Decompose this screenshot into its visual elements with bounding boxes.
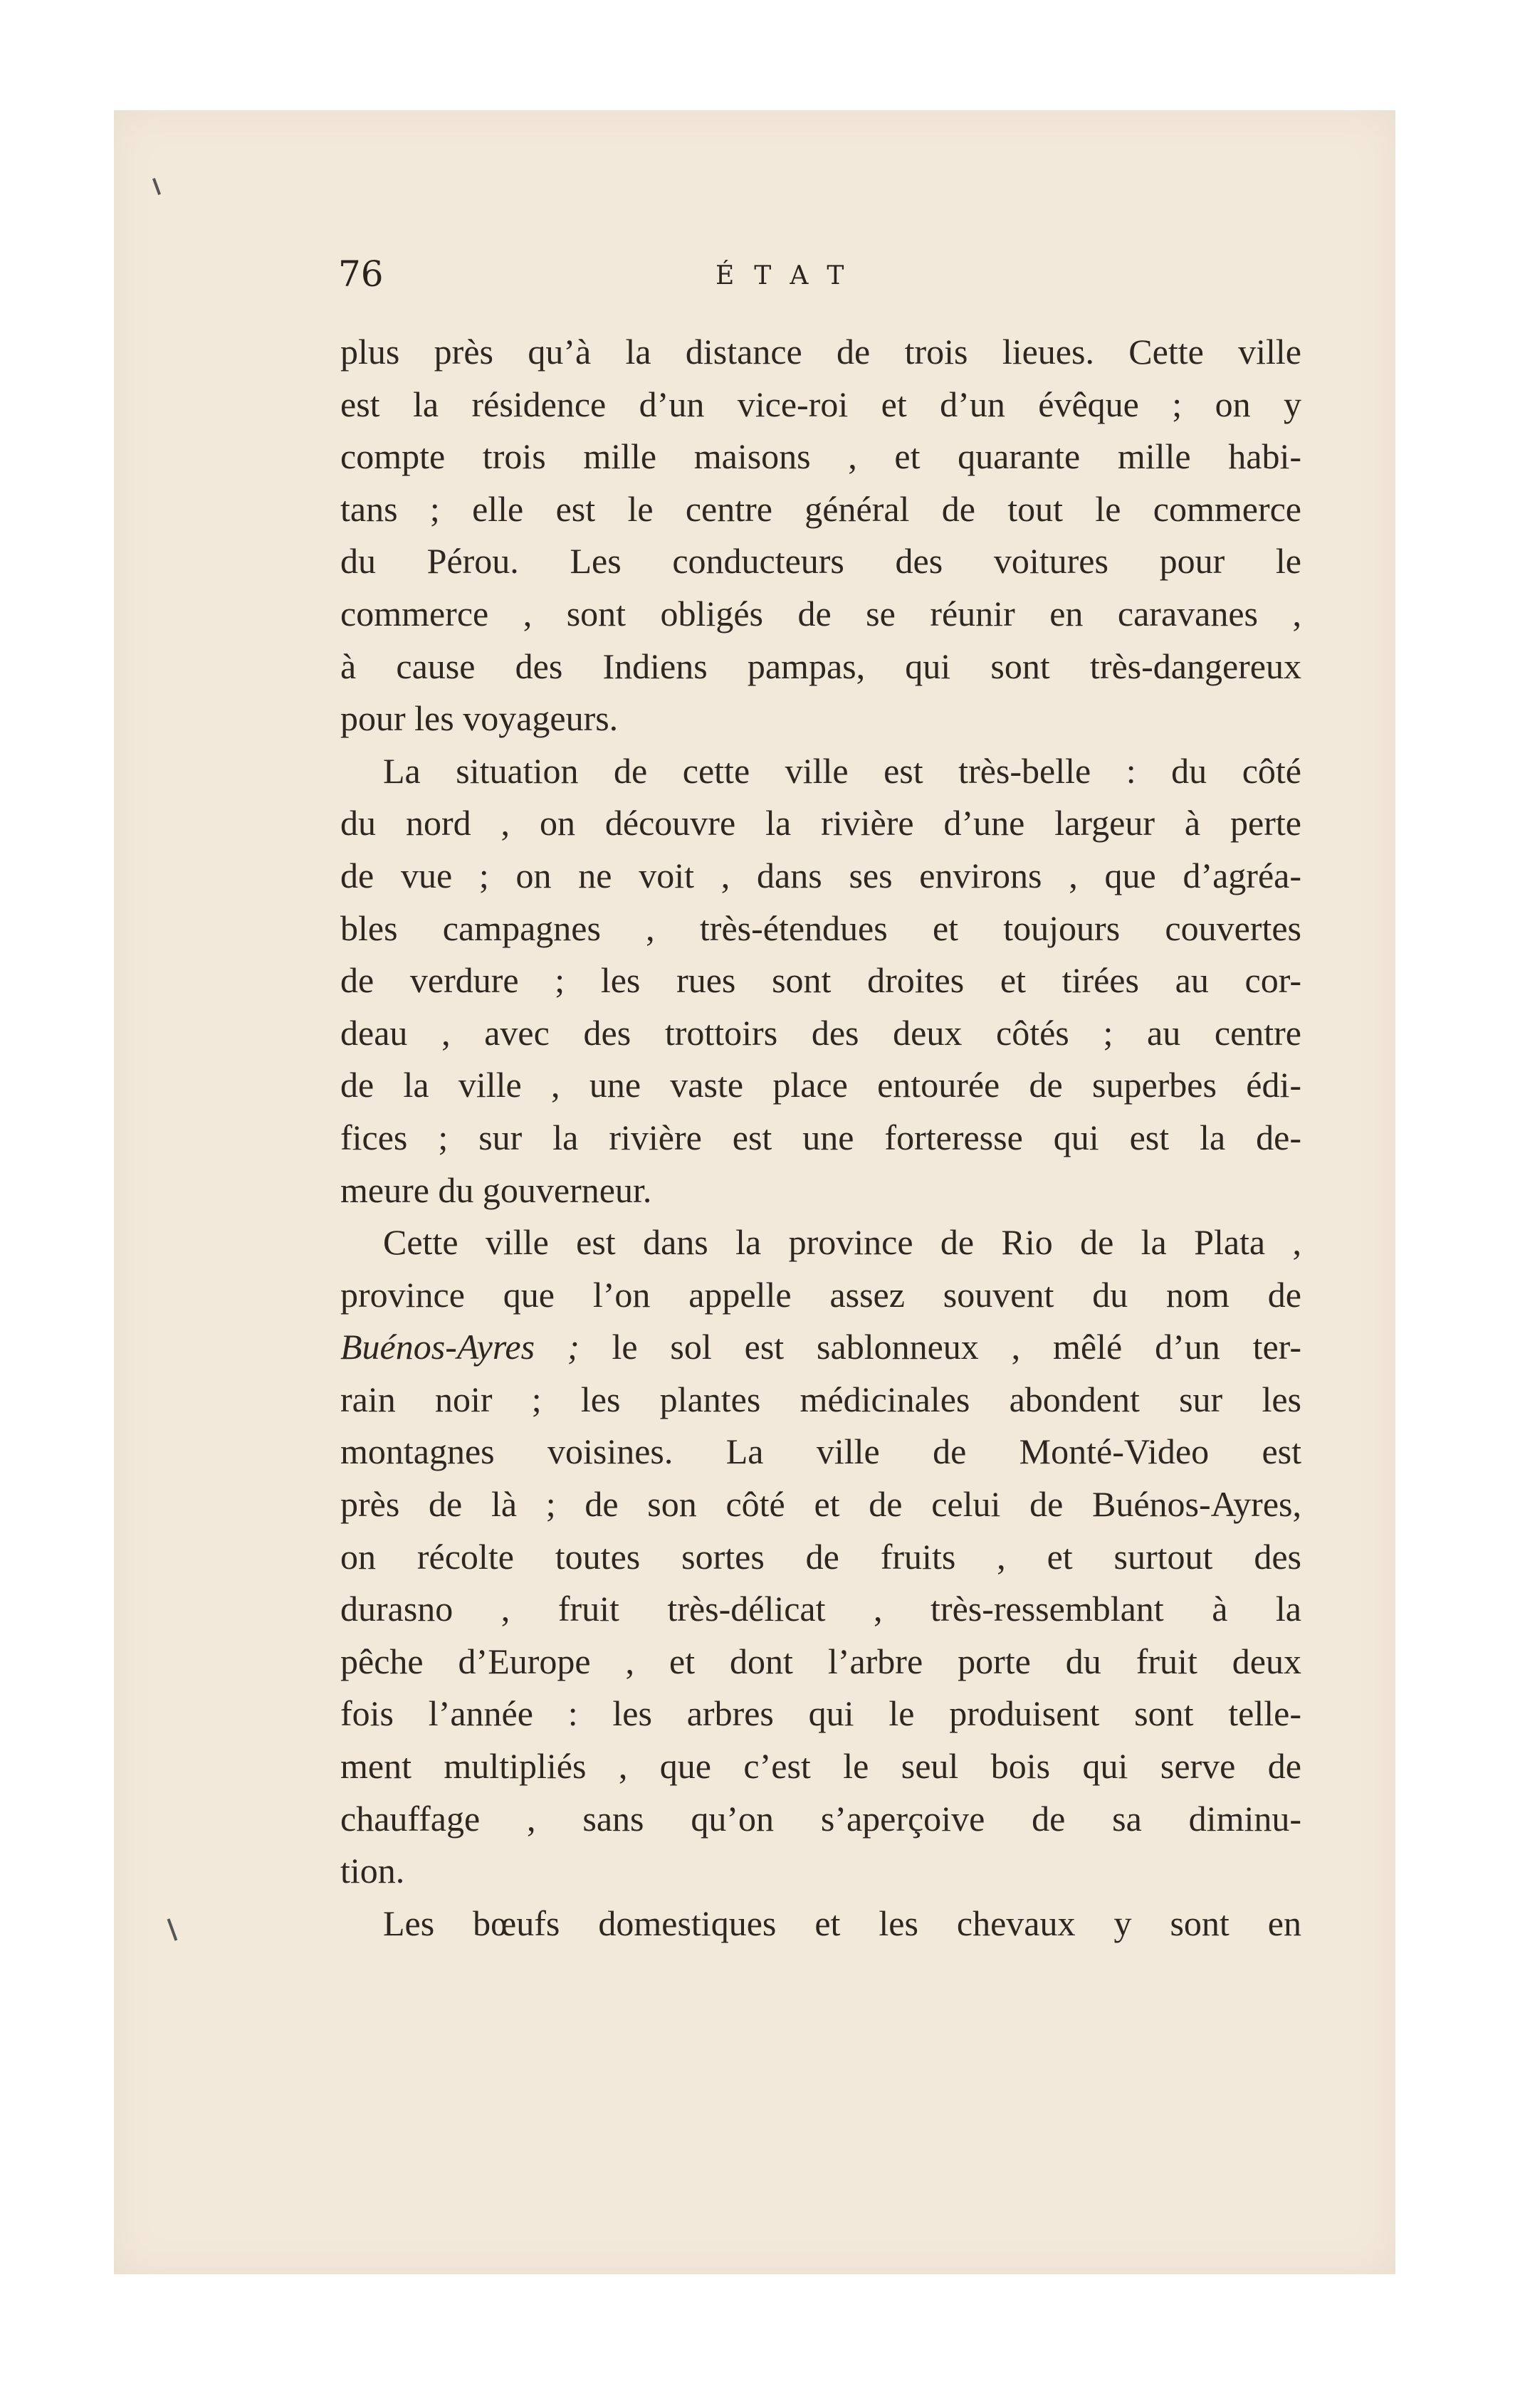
text-line-content: fices ; sur la rivière est une forteresse qui est la de- xyxy=(340,1117,1301,1157)
text-line-content: fois l’année : les arbres qui le produisent sont telle- xyxy=(340,1693,1301,1734)
text-line xyxy=(340,850,1301,903)
text-line-content: plus près qu’à la distance de trois lieues. Cette ville xyxy=(340,332,1301,372)
text-line xyxy=(340,641,1301,693)
text-line-content: à cause des Indiens pampas, qui sont très-dangereux xyxy=(340,646,1301,686)
text-line-content: du Pérou. Les conducteurs des voitures pour le xyxy=(340,541,1301,582)
text-line-content: près de là ; de son côté et de celui de Buénos-Ayres, xyxy=(340,1484,1301,1525)
text-line xyxy=(340,588,1301,641)
text-line-content: chauffage , sans qu’on s’aperçoive de sa diminu- xyxy=(340,1798,1301,1839)
text-line xyxy=(340,1426,1301,1478)
text-line-content: de la ville , une vaste place entourée de superbes édi- xyxy=(340,1065,1301,1105)
running-title: ÉTAT xyxy=(715,261,864,290)
text-line xyxy=(340,1321,1301,1374)
text-line xyxy=(340,1898,1301,1950)
text-line-content: pour les voyageurs. xyxy=(340,698,619,739)
page-number: 76 xyxy=(338,253,384,295)
text-line-content: compte trois mille maisons , et quarante mille habi- xyxy=(340,436,1301,477)
text-line xyxy=(340,1793,1301,1846)
text-line xyxy=(340,1583,1301,1636)
text-line xyxy=(340,1740,1301,1793)
text-line-content: La situation de cette ville est très-belle : du côté xyxy=(383,750,1301,791)
text-line-content: Cette ville est dans la province de Rio de la Plata , xyxy=(383,1222,1301,1263)
text-line-content: montagnes voisines. La ville de Monté-Video est xyxy=(340,1431,1301,1472)
text-line xyxy=(340,1216,1301,1269)
text-line xyxy=(340,1164,1301,1217)
text-line-content: bles campagnes , très-étendues et toujours couvertes xyxy=(340,908,1301,948)
text-line xyxy=(340,326,1301,379)
page-header xyxy=(338,253,1299,295)
text-line-content: durasno , fruit très-délicat , très-ressemblant à la xyxy=(340,1589,1301,1629)
text-line-content: rain noir ; les plantes médicinales abondent sur les xyxy=(340,1379,1301,1419)
text-line-content: de verdure ; les rues sont droites et tirées au cor- xyxy=(340,960,1301,1001)
text-line xyxy=(340,745,1301,798)
text-line xyxy=(340,1112,1301,1164)
text-line-content: commerce , sont obligés de se réunir en caravanes , xyxy=(340,593,1301,633)
text-line-content: ment multipliés , que c’est le seul bois qui serve de xyxy=(340,1746,1301,1787)
text-line-content: du nord , on découvre la rivière d’une largeur à perte xyxy=(340,803,1301,843)
text-line xyxy=(340,693,1301,745)
text-line xyxy=(340,1269,1301,1322)
text-line xyxy=(340,903,1301,955)
text-line xyxy=(340,483,1301,536)
text-line-content: le sol est sablonneux , mêlé d’un ter- xyxy=(579,1327,1301,1367)
text-line xyxy=(340,955,1301,1007)
text-line xyxy=(340,431,1301,483)
text-line-content: on récolte toutes sortes de fruits , et surtout des xyxy=(340,1536,1301,1577)
text-line xyxy=(340,1688,1301,1740)
text-line xyxy=(340,1059,1301,1112)
text-line-content: tans ; elle est le centre général de tout le commerce xyxy=(340,488,1301,529)
text-line-content: deau , avec des trottoirs des deux côtés ; au centre xyxy=(340,1012,1301,1053)
text-line-content: province que l’on appelle assez souvent du nom de xyxy=(340,1274,1301,1315)
text-line xyxy=(340,1007,1301,1060)
text-line xyxy=(340,379,1301,431)
text-line xyxy=(340,1636,1301,1688)
text-line-content: est la résidence d’un vice-roi et d’un évêque ; on y xyxy=(340,384,1301,424)
text-line xyxy=(340,1531,1301,1584)
text-line-content: meure du gouverneur. xyxy=(340,1169,652,1210)
text-line xyxy=(340,1845,1301,1898)
text-line-content: pêche d’Europe , et dont l’arbre porte du fruit deux xyxy=(340,1641,1301,1681)
text-line xyxy=(340,1374,1301,1426)
text-line-content: de vue ; on ne voit , dans ses environs , que d’agréa- xyxy=(340,855,1301,895)
text-line xyxy=(340,535,1301,588)
text-line xyxy=(340,797,1301,850)
body-text xyxy=(340,326,1301,1950)
text-line-content: Les bœufs domestiques et les chevaux y sont en xyxy=(383,1903,1301,1943)
text-line-content: tion. xyxy=(340,1851,405,1891)
italic-place-name: Buénos-Ayres ; xyxy=(340,1327,580,1367)
text-line xyxy=(340,1478,1301,1531)
